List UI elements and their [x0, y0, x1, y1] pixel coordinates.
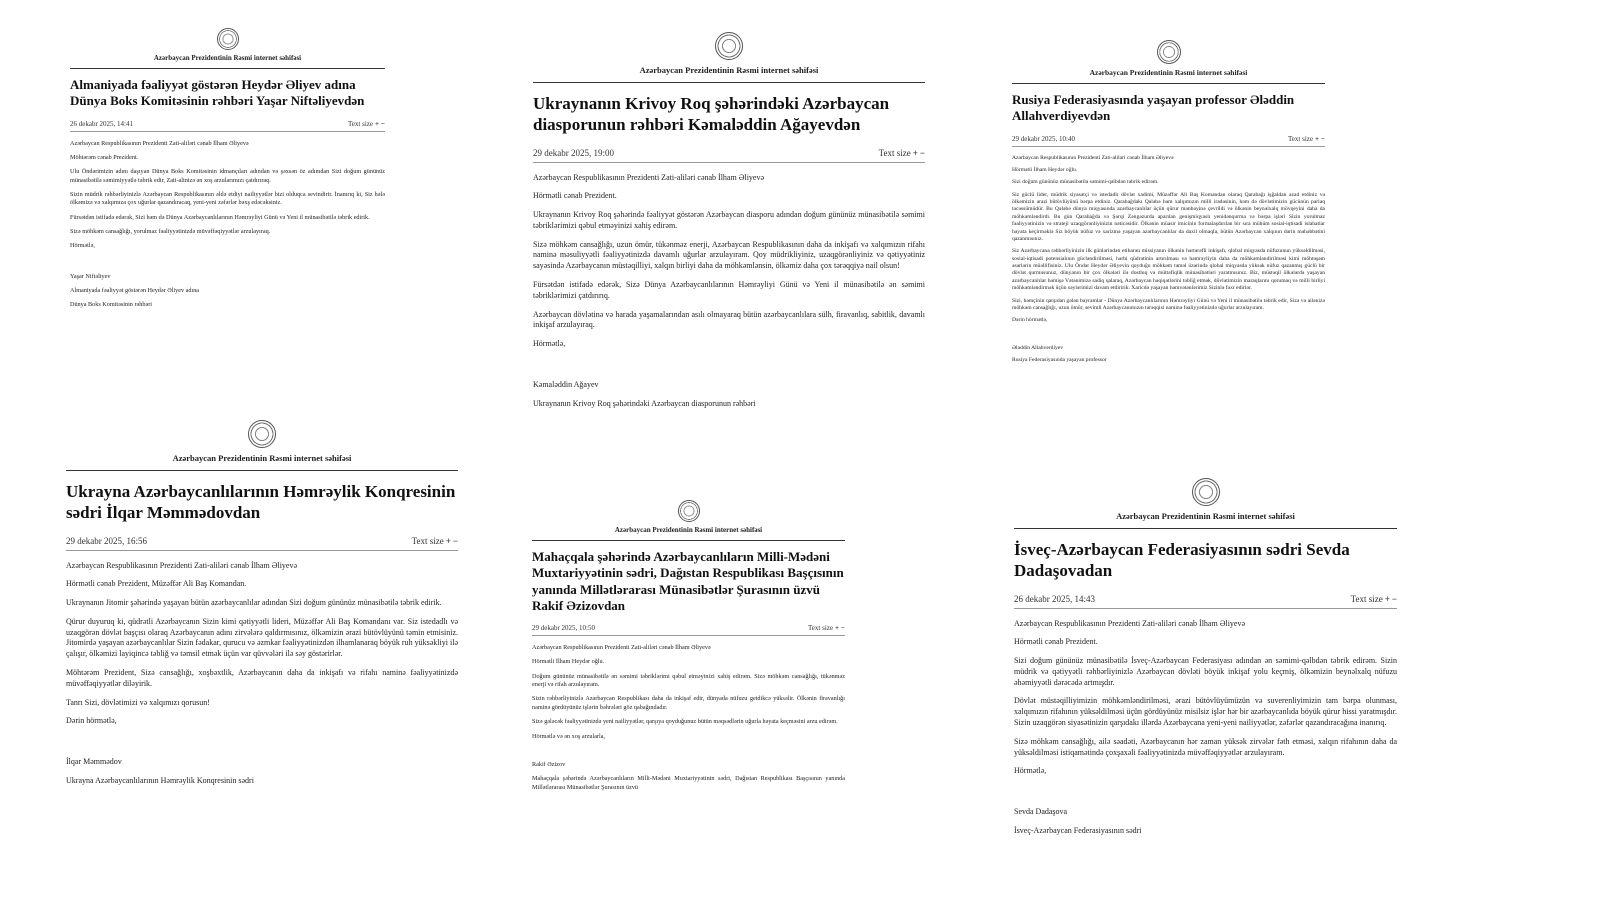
text-size-control: [1288, 135, 1325, 143]
letter-paragraph: Sizə möhkəm cansağlığı, ailə səadəti, Azərbaycanın hər zaman yüksək zirvələr fəth etməsi, xalqın rifahının daha da yüksəldilməsi istiqamətində çoxşaxəli fəaliyyətinizdə müvəffəqiyyətlər arzulayıram.: [1014, 736, 1397, 757]
letter-paragraph: Dövlət müstəqilliyimizin möhkəmləndirilməsi, ərazi bütövlüyümüzün və suverenliyimizin tam bərpa olunması, xalqımızın rifahının yüksəldilməsi üçün gördüyünüz misilsiz işlər hər bir azərbaycanlıda böyük qürur hissi yaratmışdır. Sizin uzaqgörən siyasətinizin qarşıdakı illərdə Azərbaycana yeni-yeni nailiyyətlər, zəfərlər qazandıracağına inanırıq.: [1014, 696, 1397, 728]
site-header: [533, 32, 925, 75]
letter-date: 26 dekabr 2025, 14:43: [1014, 593, 1095, 604]
text-size-increase-button[interactable]: +: [445, 535, 451, 546]
text-size-decrease-button[interactable]: −: [1321, 134, 1325, 143]
letter-paragraph: Ukraynanın Jitomir şəhərində yaşayan bütün azərbaycanlılar adından Sizi doğum gününüz münasibətilə təbrik edirik.: [66, 598, 442, 608]
letter-paragraph: Hörmətli İlham Heydər oğlu.: [532, 658, 605, 666]
site-header: [70, 28, 385, 62]
letter-spacer: [70, 257, 385, 267]
letter-meta: [70, 120, 385, 132]
text-size-control: [808, 624, 845, 632]
letter-card: [1012, 40, 1325, 468]
letter-paragraph: Azərbaycan Respublikasının Prezidenti Zati-aliləri cənab İlham Əliyevə: [1014, 618, 1246, 628]
letter-spacer: [1012, 330, 1325, 340]
letter-spacer: [66, 735, 458, 749]
letter-paragraph: Ulu Öndərimizin adını daşıyan Dünya Boks Komitəsinin idmançıları adından və şəxsən öz adımdan Sizi doğum gününüz münasibətilə səmimiyyətlə təbrik edir, Zati-alinizə ən xoş arzularımızı çatdırıraq.: [70, 168, 385, 184]
text-size-label: Text size: [348, 119, 373, 128]
text-size-label: Text size: [1350, 593, 1383, 604]
letter-paragraph: Siz güclü lider, müdrik siyasətçi və istedadlı dövlət xadimi, Müzəffər Ali Baş Komandan olaraq Qarabağı işğaldan azad etdiniz və ölkəmizin ərazi bütövlüyünü bərpa etdiniz. Qarabağdakı Qələbə həm xalqımızın milli iradəsinin, həm də dövlətimizin gücünün parlaq təcəssümüdür. Bu Qələbə dünya miqyasında azərbaycanlılar üçün qürur mənbəyinə çevrildi və ölkənin beynəlxalq mövqeyini daha da möhkəmləndirdi. Bu gün Qarabağda və Şərqi Zəngəzurda aparılan genişmiqyaslı yenidənqurma və bərpa işləri Sizin yorulmaz fəaliyyətinizin və strateji uzaqgörənliyinizin nəticəsidir. Ölkənin müasir imicinin formalaşdırılan bir sıra mühüm sosial-iqtisadi islahatlar həyata keçirməklə Siz böyük nüfuz və xarizmə yaşayan azərbaycanlılar da daxil olmaqla, bütün Azərbaycan xalqının dərin məhəbbətini qazanmısınız.: [1012, 191, 1325, 242]
letter-paragraph: Sizi doğum gününüz münasibətilə İsveç-Azərbaycan Federasiyası adından ən səmimi-qəlbdən təbrik edirəm. Sizin müdrik və qətiyyətli rəhbərliyinizlə Azərbaycan dövləti böyük inkişaf yolu keçmiş, ölkəmizin beynəlxalq nüfuzu əhəmiyyətli dərəcədə artmışdır.: [1014, 656, 1397, 687]
state-emblem-icon: [217, 28, 239, 50]
letter-paragraph: Fürsətdən istifadə edərək, Sizə Dünya Azərbaycanlılarının Həmrəyliyi Günü və Yeni il münasibətilə ən səmimi təbriklərimizi çatdırırıq.: [533, 280, 925, 300]
letter-meta: [66, 536, 458, 551]
text-size-increase-button[interactable]: +: [912, 147, 918, 158]
letter-signature: Yaşar Niftəliyev: [70, 272, 111, 280]
site-header: [532, 500, 845, 534]
state-emblem-icon: [678, 500, 700, 522]
text-size-decrease-button[interactable]: −: [919, 147, 925, 158]
letter-date: 29 dekabr 2025, 10:40: [1012, 134, 1075, 143]
letter-paragraph: Fürsətdən istifadə edərək, Sizi həm də Dünya Azərbaycanlılarının Həmrəyliyi Günü və Yeni il münasibətilə təbrik edirik.: [70, 213, 370, 221]
letter-paragraph: Tanrı Sizi, dövlətimizi və xalqımızı qorusun!: [66, 697, 210, 707]
letter-paragraph: Sizə möhkəm cansağlığı, yorulmaz fəaliyyətinizdə müvəffəqiyyətlər arzulayıraq.: [70, 228, 271, 236]
text-size-decrease-button[interactable]: −: [1391, 593, 1397, 604]
letter-paragraph: Sizə möhkəm cansağlığı, uzun ömür, tükənməz enerji, Azərbaycan Respublikasının daha da inkişafı və xalqımızın rifahı naminə məsuliyyətli fəaliyyətinizdə davamlı uğurlar arzulayıram. Qoy müdrikliyiniz, uzaqgörənliyiniz və qətiyyətiniz sayəsində Azərbaycanın müstəqilliyi, xalqın birliyi daha da möhkəmlənsin, ölkəmiz daha çox tərəqqiyə nail olsun!: [533, 239, 925, 271]
site-header: [1014, 478, 1397, 521]
letter-card: [70, 28, 385, 388]
letter-paragraph: Sizi, həmçinin qarşıdan gələn bayramlar - Dünya Azərbaycanlılarının Həmrəyliyi Günü və Yeni il münasibətilə təbrik edir, Sizə və ailənizə möhkəm cansağlığı, uzun ömür, sevimli Azərbaycanımızın tərəqqisi naminə fəaliyyətinizdə uğurlar arzulayıram.: [1012, 297, 1325, 311]
letter-meta: [533, 148, 925, 163]
letter-paragraph: Azərbaycan Respublikasının Prezidenti Zati-aliləri cənab İlham Əliyevə: [533, 172, 765, 182]
letter-signature-role: Ukraynanın Krivoy Roq şəhərindəki Azərbaycan diasporunun rəhbəri: [533, 398, 756, 408]
letter-paragraph: Hörmətli İlham Heydər oğlu.: [1012, 166, 1078, 173]
letter-paragraph: Möhtərəm Prezident, Sizə cansağlığı, xoşbəxtlik, Azərbaycanın daha da inkişafı və rifahı naminə fəaliyyətinizdə müvəffəqiyyətlər diləyirik.: [66, 668, 458, 688]
letter-paragraph: Sizi doğum gününüz münasibətilə səmimi-qəlbdən təbrik edirəm.: [1012, 179, 1159, 186]
letter-date: 29 dekabr 2025, 10:50: [532, 624, 595, 632]
text-size-control: [348, 120, 385, 128]
letter-body: [1012, 155, 1325, 365]
site-header: [66, 420, 458, 463]
letter-paragraph: Sizin rəhbərliyinizlə Azərbaycan Respublikası daha da inkişaf edir, dünyada nüfuzu getdikcə yüksəlir. Ölkənin firavanlığı naminə gördüyünüz işlərin bəhrələri göz qabağındadır.: [532, 695, 845, 711]
text-size-increase-button[interactable]: +: [375, 119, 379, 128]
letter-body: [533, 173, 925, 410]
letter-closing: Hörmətlə,: [1014, 766, 1047, 776]
text-size-increase-button[interactable]: +: [835, 624, 839, 632]
letter-spacer: [532, 747, 845, 755]
letter-paragraph: Hörmətli cənab Prezident, Müzəffər Ali Baş Komandan.: [66, 579, 247, 589]
letter-meta: [532, 624, 845, 636]
letter-paragraph: Azərbaycan Respublikasının Prezidenti Zati-aliləri cənab İlham Əliyevə: [532, 644, 711, 651]
letter-paragraph: Doğum gününüz münasibətilə ən səmimi təbriklərimi qəbul etməyinizi xahiş edirəm. Sizə möhkəm cansağlığı, tükənməz enerji və rifah arzulayıram.: [532, 672, 845, 689]
letter-title: İsveç-Azərbaycan Federasiyasının sədri Sevda Dadaşovadan: [1014, 540, 1350, 581]
letter-paragraph: Azərbaycan Respublikasının Prezidenti Zati-aliləri cənab İlham Əliyevə: [1012, 154, 1174, 161]
letter-paragraph: Azərbaycan Respublikasının Prezidenti Zati-aliləri cənab İlham Əliyevə: [66, 560, 298, 570]
state-emblem-icon: [715, 32, 743, 60]
letter-date: 26 dekabr 2025, 14:41: [70, 119, 133, 128]
site-name: Azərbaycan Prezidentinin Rəsmi internet səhifəsi: [614, 526, 763, 534]
letter-title: Almaniyada fəaliyyət göstərən Heydər Əliyev adına Dünya Boks Komitəsinin rəhbəri Yaşar Niftəliyevdən: [70, 77, 365, 109]
letter-closing: Dərin hörmətlə,: [66, 716, 117, 726]
letter-signature-role: Rusiya Federasiyasında yaşayan professor: [1012, 357, 1107, 363]
header-divider: [66, 470, 458, 471]
letter-paragraph: Ukraynanın Krivoy Roq şəhərində fəaliyyət göstərən Azərbaycan diasporu adından doğum gününüz münasibətilə səmimi təbriklərimizi qəbul etməyinizi xahiş edirəm.: [533, 210, 925, 230]
letter-body: [1014, 619, 1397, 837]
state-emblem-icon: [1157, 40, 1181, 64]
site-name: Azərbaycan Prezidentinin Rəsmi internet səhifəsi: [1089, 68, 1248, 77]
letter-spacer: [1014, 785, 1397, 799]
letter-paragraph: Azərbaycan Respublikasının Prezidenti Zati-aliləri cənab İlham Əliyevə: [70, 139, 249, 147]
site-name: Azərbaycan Prezidentinin Rəsmi internet səhifəsi: [1116, 511, 1295, 521]
letter-title: Ukrayna Azərbaycanlılarının Həmrəylik Konqresinin sədri İlqar Məmmədovdan: [66, 482, 456, 523]
letter-signature-role: Ukrayna Azərbaycanlılarının Həmrəylik Konqresinin sədri: [66, 776, 254, 786]
letter-signature: Rakif Əzizov: [532, 760, 566, 768]
letter-signature-role: Dünya Boks Komitəsinin rəhbəri: [70, 301, 152, 309]
letter-body: [532, 644, 845, 792]
letter-closing: Hörmətlə,: [70, 242, 95, 250]
letter-paragraph: Siz Azərbaycana rəhbərliyinizin ilk günlərindən etibarən missiyanın ölkənin hərtərəfli inkişafı, qlobal miqyasda nüfuzunun yüksəldilməsi, sosial-iqtisadi potensialının gücləndirilməsi, hərbi qüdrətinin artırılması və həmrəyliyin daha da möhkəmləndirilməsi kimi möhtəşəm əsərlərin müəllifisiniz. Ulu Öndər Heydər Əliyevin qoyduğu möhkəm təməl üzərində qlobal miqyasda yüksək nüfuz qazanmış güclü bir dövlət qurmusunuz, dünyanın bir çox ölkələri ilə dostluq və müttəfiqlik münasibətləri yaratmısınız. Biz, müstəqil ölkələrdə yaşayan azərbaycanlılar həmişə Vətənimizə sadiq qalaraq, Azərbaycan həqiqətlərini təbliğ etmək, dövlətimizin maraqlarını qorumaq və milli birliyi möhkəmləndirmək üçün səylərimizi davam etdiririk. Xaricdə yaşayan həmvətənlərimiz Sizinlə fəxr edirlər.: [1012, 248, 1325, 292]
text-size-label: Text size: [878, 147, 911, 158]
header-divider: [533, 82, 925, 83]
letter-closing: Hörmətlə,: [533, 339, 566, 349]
state-emblem-icon: [1192, 478, 1220, 506]
header-divider: [70, 68, 385, 69]
site-name: Azərbaycan Prezidentinin Rəsmi internet səhifəsi: [153, 54, 302, 62]
letter-card: [66, 420, 458, 850]
site-name: Azərbaycan Prezidentinin Rəsmi internet səhifəsi: [639, 65, 819, 75]
text-size-label: Text size: [808, 624, 833, 632]
text-size-decrease-button[interactable]: −: [841, 624, 845, 632]
letter-signature: Ələddin Allahverdiyev: [1012, 344, 1064, 351]
text-size-label: Text size: [411, 535, 444, 546]
letter-title: Ukraynanın Krivoy Roq şəhərindəki Azərbaycan diasporunun rəhbəri Kəmaləddin Ağayevdən: [533, 94, 890, 135]
site-name: Azərbaycan Prezidentinin Rəsmi internet səhifəsi: [172, 453, 352, 463]
letter-paragraph: Hörmətli cənab Prezident.: [1014, 637, 1098, 647]
site-header: [1012, 40, 1325, 77]
letter-signature-role: Mahaçqala şəhərində Azərbaycanlıların Milli-Mədəni Muxtariyyətinin sədri, Dağıstan Respublikası Başçısının yanında Millətlərarası Münasibətlər Şurasının üzvü: [532, 775, 845, 791]
letter-card: [532, 500, 845, 840]
letter-meta: [1012, 135, 1325, 147]
letter-paragraph: Sizin müdrik rəhbərliyinizlə Azərbaycan Respublikasının əldə etdiyi nailiyyətlər bizi olduqca sevindirir. İnanırıq ki, Siz hələ ölkəmizə və xalqımıza çox uğurlar qazandıracaq, yeni-yeni zəfərlər bəxş edəcəksiniz.: [70, 190, 385, 207]
text-size-label: Text size: [1288, 134, 1313, 143]
letter-date: 29 dekabr 2025, 16:56: [66, 535, 147, 546]
state-emblem-icon: [248, 420, 276, 448]
letter-paragraph: Hörmətli cənab Prezident.: [533, 191, 617, 201]
letter-paragraph: Qürur duyuruq ki, qüdrətli Azərbaycanın Sizin kimi qətiyyətli lideri, Müzəffər Ali Baş Komandanı var. Siz istedadlı və uzaqgörən dövlət başçısı olaraq Azərbaycanın adını zirvələrə qaldırmısınız, ölkəmizin ərazi bütövlüyünü təmin etmisiniz. Jitomirdə yaşayan azərbaycanlılar Sizin fədakar, qurucu və əzmkar fəaliyyətinizdən ilhamlanaraq böyük ruh yüksəkliyi ilə çalışır, ölkəmizi layiqincə təbliğ və təmsil etmək üçün var qüvvələri ilə səy göstərirlər.: [66, 616, 458, 659]
letter-paragraph: Sizə gələcək fəaliyyətinizdə yeni nailiyyətlər, qarşıya qoyduğunuz bütün məqsədlərin uğurla həyata keçməsini arzu edirəm.: [532, 718, 838, 726]
header-divider: [1014, 528, 1397, 529]
header-divider: [1012, 83, 1325, 84]
text-size-increase-button[interactable]: +: [1315, 134, 1319, 143]
letter-signature-role: İsveç-Azərbaycan Federasiyasının sədri: [1014, 826, 1142, 836]
text-size-control: [1351, 594, 1397, 604]
text-size-decrease-button[interactable]: −: [452, 535, 458, 546]
letter-spacer: [533, 358, 925, 372]
header-divider: [532, 540, 845, 541]
letter-signature: Sevda Dadaşova: [1014, 807, 1068, 817]
letter-closing: Dərin hörmətlə,: [1012, 317, 1048, 324]
text-size-control: [879, 148, 925, 158]
letter-signature: İlqar Məmmədov: [66, 757, 122, 767]
letter-title: Rusiya Federasiyasında yaşayan professor Ələddin Allahverdiyevdən: [1012, 92, 1295, 124]
letter-body: [66, 561, 458, 787]
letter-signature-role: Almaniyada fəaliyyət göstərən Heydər Əliyev adına: [70, 287, 200, 295]
letter-date: 29 dekabr 2025, 19:00: [533, 147, 614, 158]
letter-title: Mahaçqala şəhərində Azərbaycanlıların Milli-Mədəni Muxtariyyətinin sədri, Dağıstan Respublikası Başçısının yanında Millətlərarası Münasibətlər Şurasının üzvü Rakif Əzizovdan: [532, 549, 844, 613]
letter-paragraph: Möhtərəm cənab Prezident.: [70, 153, 139, 161]
letter-paragraph: Azərbaycan dövlətinə və harada yaşamalarından asılı olmayaraq bütün azərbaycanlılara sülh, firavanlıq, sabitlik, davamlı inkişaf arzulayıraq.: [533, 309, 925, 330]
text-size-decrease-button[interactable]: −: [381, 119, 385, 128]
letter-meta: [1014, 594, 1397, 609]
letter-closing: Hörmətlə və ən xoş arzularla,: [532, 732, 606, 740]
letter-body: [70, 140, 385, 310]
letter-signature: Kəmaləddin Ağayev: [533, 380, 599, 390]
letter-card: [533, 32, 925, 482]
text-size-control: [412, 536, 458, 546]
letter-card: [1014, 478, 1397, 878]
text-size-increase-button[interactable]: +: [1384, 593, 1390, 604]
